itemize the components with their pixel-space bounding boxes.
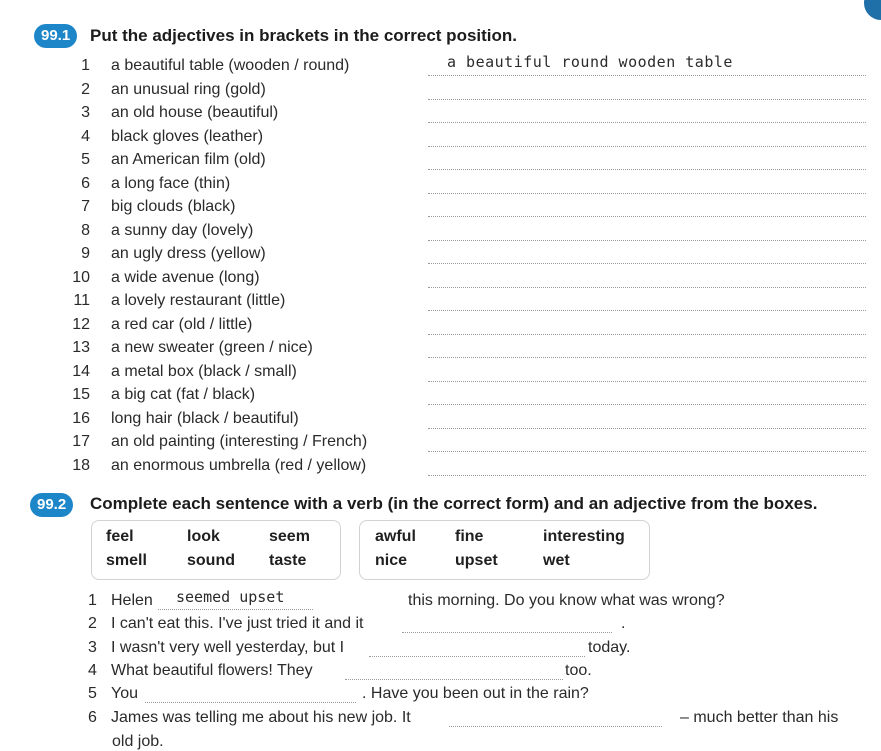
item-number: 11 [73,292,90,309]
exercise-item [60,243,866,267]
exercise-item [60,431,866,455]
item-prompt: an unusual ring (gold) [111,80,266,98]
item-prompt: an American film (old) [111,151,266,168]
item-prompt: a long face (thin) [111,174,231,192]
item-number: 16 [72,409,90,427]
exercise-item [60,314,866,338]
item-number: 5 [81,151,90,168]
verb-word: smell [106,552,147,569]
answer-text: a beautiful round wooden table [447,53,733,71]
answer-line[interactable] [428,451,866,452]
item-number: 10 [72,268,90,286]
answer-line[interactable] [428,193,866,194]
adjective-word: nice [375,552,408,569]
exercise-item [60,455,866,479]
item-prompt: a big cat (fat / black) [111,386,256,403]
item-number: 15 [72,386,90,403]
item-prompt: a lovely restaurant (little) [111,292,286,309]
item-number: 4 [88,661,97,679]
exercise-item [60,79,866,103]
verb-word: taste [269,552,307,569]
item-number: 7 [81,198,90,215]
answer-blank[interactable] [402,632,612,633]
answer-line[interactable] [428,263,866,264]
exercise-item [60,361,866,385]
item-prompt: a metal box (black / small) [111,362,297,380]
answer-blank[interactable] [345,679,563,680]
exercise-badge-99-2: 99.2 [30,493,73,517]
page-corner-decoration [864,0,881,20]
exercise-item [60,267,866,291]
sentence-item [88,615,868,639]
exercise-item [60,55,866,79]
item-number: 4 [81,127,90,145]
item-number: 18 [72,456,90,474]
item-number: 9 [81,245,90,262]
item-prompt: a new sweater (green / nice) [111,339,313,356]
exercise-item [60,220,866,244]
item-prompt: an ugly dress (yellow) [111,245,266,262]
item-number: 1 [81,57,90,74]
item-number: 5 [88,685,97,703]
exercise-item [60,126,866,150]
answer-blank[interactable] [158,609,313,610]
item-number: 14 [72,362,90,380]
adjective-word: awful [375,528,416,545]
item-number: 3 [88,638,97,656]
sentence-item [88,709,868,733]
answer-line[interactable] [428,334,866,335]
sentence-item [88,588,868,616]
item-prompt: a red car (old / little) [111,315,253,333]
item-number: 6 [88,708,97,726]
item-number: 17 [72,433,90,450]
adjective-box [359,520,650,580]
exercise-item [60,102,866,126]
answer-text: seemed upset [176,588,285,606]
adjective-word: wet [543,552,570,569]
answer-line[interactable] [428,99,866,100]
exercise-item [60,337,866,361]
item-number: 13 [72,339,90,356]
item-prompt: a wide avenue (long) [111,268,260,286]
answer-line[interactable] [428,310,866,311]
sentence-start: I wasn't very well yesterday, but I [111,638,345,656]
item-number: 8 [81,221,90,239]
verb-word: sound [187,552,235,569]
answer-blank[interactable] [369,656,585,657]
item-number: 3 [81,104,90,121]
item-prompt: an old house (beautiful) [111,104,279,121]
item-prompt: an enormous umbrella (red / yellow) [111,456,367,474]
verb-word: feel [106,528,134,545]
answer-line[interactable] [428,169,866,170]
answer-line[interactable] [428,475,866,476]
sentence-start: I can't eat this. I've just tried it and it [111,615,364,633]
item-prompt: a sunny day (lovely) [111,221,254,239]
exercise-instruction-99-2: Complete each sentence with a verb (in the correct form) and an adjective from the boxes. [90,494,818,513]
exercise-item [60,290,866,314]
exercise-item [60,384,866,408]
sentence-start: You [111,685,138,703]
item-number: 6 [81,174,90,192]
sentence-item [88,685,868,709]
sentence-start: Helen [111,592,153,609]
adjective-word: interesting [543,528,625,545]
sentence-start: James was telling me about his new job. It [111,708,411,726]
sentence-continuation: old job. [112,733,164,750]
item-prompt: a beautiful table (wooden / round) [111,57,350,74]
item-number: 2 [88,615,97,633]
sentence-start: What beautiful flowers! They [111,661,313,679]
answer-line[interactable] [428,428,866,429]
exercise-item [60,173,866,197]
item-prompt: long hair (black / beautiful) [111,409,299,427]
answer-blank[interactable] [145,702,356,703]
exercise-item [60,196,866,220]
item-number: 1 [88,592,97,609]
sentence-end: too. [565,661,592,679]
item-number: 2 [81,80,90,98]
exercise-badge-99-1: 99.1 [34,24,77,48]
exercise-item [60,408,866,432]
answer-line[interactable] [428,75,866,76]
sentence-item [88,662,868,686]
sentence-end: . [621,615,626,633]
answer-line[interactable] [428,404,866,405]
verb-word: seem [269,528,310,545]
sentence-end: today. [588,638,631,656]
sentence-end: this morning. Do you know what was wrong? [408,592,725,609]
adjective-word: upset [455,552,498,569]
answer-line[interactable] [428,287,866,288]
answer-line[interactable] [428,216,866,217]
exercise-instruction-99-1: Put the adjectives in brackets in the correct position. [90,26,518,45]
verb-box [91,520,341,580]
exercise-item [60,149,866,173]
answer-blank[interactable] [449,726,662,727]
sentence-end: . Have you been out in the rain? [362,685,589,703]
item-number: 12 [72,315,90,333]
answer-line[interactable] [428,240,866,241]
item-prompt: black gloves (leather) [111,127,264,145]
answer-line[interactable] [428,146,866,147]
sentence-item [88,639,868,663]
sentence-end: – much better than his [680,708,839,726]
answer-line[interactable] [428,381,866,382]
item-prompt: big clouds (black) [111,198,236,215]
verb-word: look [187,528,220,545]
answer-line[interactable] [428,357,866,358]
answer-line[interactable] [428,122,866,123]
item-prompt: an old painting (interesting / French) [111,433,368,450]
adjective-word: fine [455,528,484,545]
